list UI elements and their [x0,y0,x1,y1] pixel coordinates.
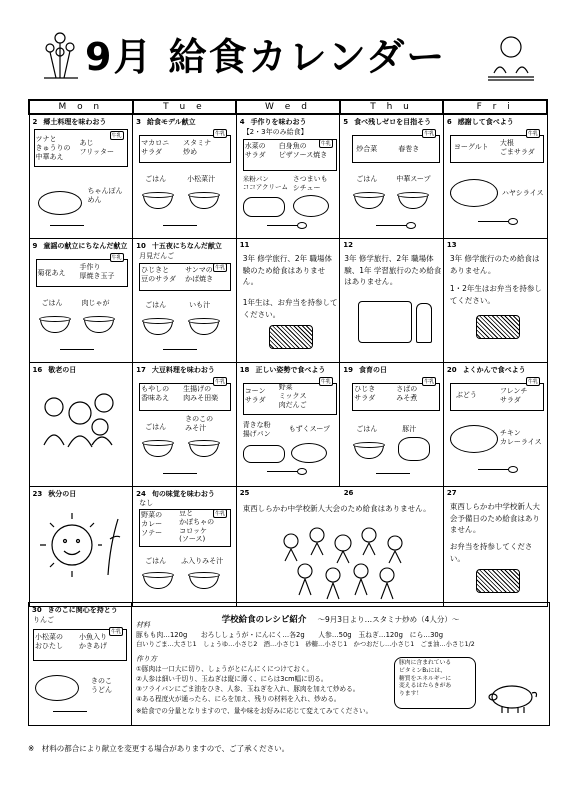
sun-icon [38,509,124,579]
method-step-4: ④ある程度火が通ったら、にらを加え、残りの材料を入れ、炒める。 [136,695,341,703]
day-cell-18: 18 正しい姿勢で食べよう 牛乳 コーン サラダ 野菜 ミックス 肉だんご 青きな粉 揚げパン もずくスープ [236,363,340,487]
day-cell-25-26: 25 26 東西しらかわ中学校新人大会のため給食はありません。 [236,487,443,607]
method-heading: 作り方 [136,655,157,663]
day-cell-5: 5 食べ残しゼロを目指そう 牛乳 炒合菜 春巻き ごはん 中華スープ [340,114,444,239]
weekday-wed: W e d [236,100,340,114]
day-cell-13: 13 3年 修学旅行のため給食はありません。 1・2年生はお弁当を持参してください。 [443,239,547,363]
lunch-box-icon [476,315,520,339]
recipe-panel [131,602,550,726]
day-cell-2: 2 郷土料理を味わおう 牛乳 ツナと きゅうりの 中華あえ あじ フリッター ちゃんぽん めん [29,114,133,239]
lunch-box-icon [476,569,520,593]
method-step-2: ②人参は細い千切り、玉ねぎは縦に薄く、にらは3cm幅に切る。 [136,675,328,683]
page-title: 9月 給食カレンダー [85,35,447,79]
ingredients-line-1: 豚もも肉…120g おろししょうが・にんにく…各2g 人参…50g 玉ねぎ…120g にら…30g [136,631,444,639]
day-cell-19: 19 食育の日 牛乳 ひじき サラダ さばの みそ煮 ごはん 豚汁 [340,363,444,487]
weekday-fri: F r i [443,100,547,114]
ingredients-heading: 材料 [136,621,150,629]
lunch-box-icon [269,325,313,349]
day-cell-6: 6 感謝して食べよう 牛乳 ヨーグルト 大根 ごまサラダ ハヤシライス [443,114,547,239]
pig-icon [482,681,542,715]
rice-plate-icon [450,179,498,207]
athletes-illustration [271,521,421,601]
moon-rabbit-icon [486,33,536,81]
recipe-title: 学校給食のレシピ紹介 [221,615,307,625]
day-cell-16: 16 敬老の日 [29,363,133,487]
udon-bowl-icon [35,675,79,701]
method-note: ※給食での分量となりますので、量や味をお好みに応じて変えてみてください。 [136,707,373,715]
weekday-mon: M o n [29,100,133,114]
bread-icon [243,197,285,217]
stew-bowl-icon [293,195,329,217]
bus-icon [358,301,412,343]
tournament-notice: 東西しらかわ中学校新人大会のため給食はありません。 [242,504,431,513]
day-cell-23: 23 秋分の日 [29,487,133,607]
nutrition-note: 豚肉に含まれている ビタミンB₁には、 糖質をエネルギーに 変えるはたらきがあ ります！ [394,657,476,709]
day-cell-27: 27 東西しらかわ中学校新人大会予備日のため給食はありません。 お弁当を持参してください。 [443,487,547,607]
day-cell-9: 9 童謡の献立にちなんだ献立 牛乳 菊花あえ 手作り 厚焼き玉子 ごはん 肉じゃが [29,239,133,363]
day-cell-11: 11 3年 修学旅行、2年 職場体験のため給食はありません。 1年生は、お弁当を持参してください。 [236,239,340,363]
bread-icon [243,445,285,463]
flower-icon [40,28,82,80]
family-illustration [38,389,122,449]
day-cell-4: 4 手作りを味わおう 【2・3年のみ給食】 牛乳 水菜の サラダ 白身魚の ピザソース焼き 米粉パン ココアクリーム さつまいも シチュー [236,114,340,239]
ingredients-line-2: 白いりごま…大さじ1 しょうゆ…小さじ2 酒…小さじ1 砂糖…小さじ1 かつおだし…小さじ1 ごま油…小さじ1/2 [136,641,475,648]
rice-plate-icon [450,425,498,453]
footer-note: ※ 材料の都合により献立を変更する場合がありますので、ご了承ください。 [28,744,290,753]
guide-icon [416,303,432,343]
soup-bowl-icon [291,443,327,463]
soup-pot-icon [398,437,430,461]
recipe-subtitle: ～9月3日より…スタミナ炒め（4人分）～ [317,615,460,624]
weekday-tue: T u e [133,100,237,114]
method-step-3: ③フライパンにごま油をひき、人参、玉ねぎを入れ、豚肉を加えて炒める。 [136,685,360,693]
day-cell-20: 20 よくかんで食べよう 牛乳 ぶどう フレンチ サラダ チキン カレーライス [443,363,547,487]
soup-bowl-icon [38,191,82,215]
day-cell-17: 17 大豆料理を味わおう 牛乳 もやしの 香味あえ 生揚げの 肉みそ田楽 ごはん きのこの みそ汁 [133,363,237,487]
day-cell-3: 3 給食モデル献立 牛乳 マカロニ サラダ スタミナ 炒め ごはん 小松菜汁 [133,114,237,239]
day-cell-12: 12 3年 修学旅行、2年 職場体験、1年 学習旅行のため給食はありません。 [340,239,444,363]
calendar-table [28,99,548,607]
method-step-1: ①豚肉は一口大に切り、しょうがとにんにくにつけておく。 [136,665,314,673]
day-cell-30: 30 きのこに関心を持とう りんご 牛乳 小松菜の おひたし 小魚入り かきあげ きのこ うどん [28,602,132,726]
weekday-thu: T h u [340,100,444,114]
day-cell-10: 10 十五夜にちなんだ献立 月見だんご 牛乳 ひじきと 豆のサラダ サンマの かば焼き ごはん いも汁 [133,239,237,363]
day-cell-24: 24 旬の味覚を味わおう なし 牛乳 野菜の カレー ソテー 豆と かぼちゃの コロッケ (ソース) ごはん ふ入りみそ汁 [133,487,237,607]
